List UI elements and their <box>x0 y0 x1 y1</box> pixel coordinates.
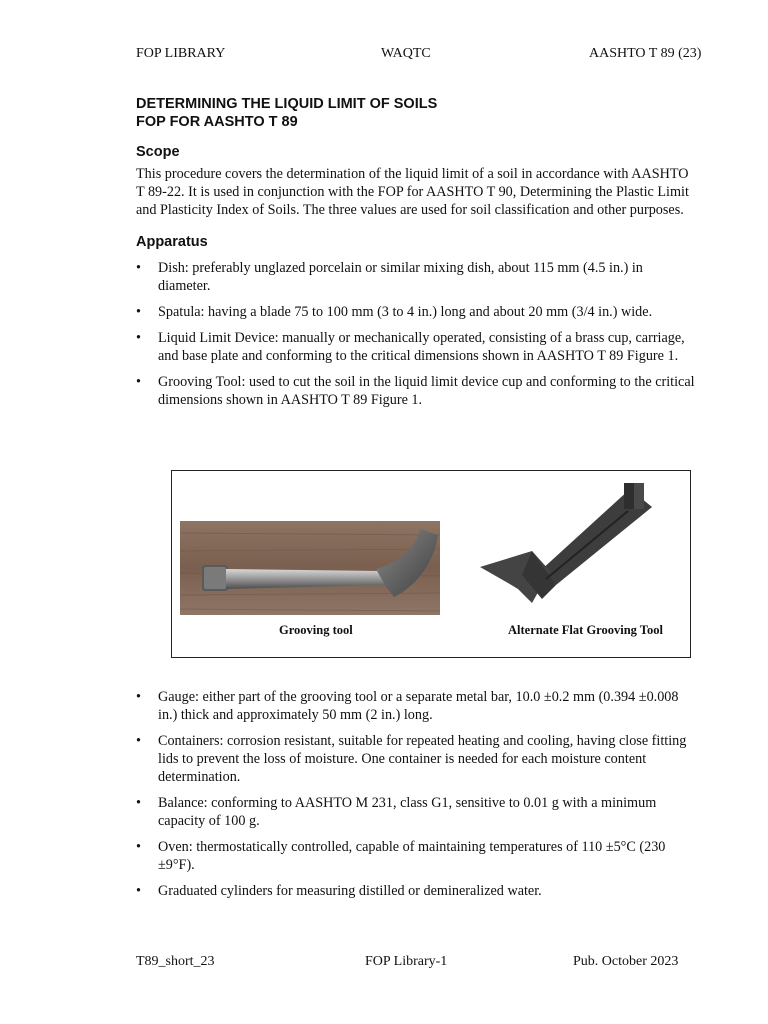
apparatus-list-lower <box>136 688 696 900</box>
list-item <box>136 329 696 365</box>
document-body <box>136 95 696 417</box>
apparatus-heading: Apparatus <box>136 234 208 250</box>
bullet: • <box>136 839 141 855</box>
list-item <box>136 259 696 295</box>
flat-grooving-tool-photo <box>470 475 680 617</box>
list-item-text: Spatula: having a blade 75 to 100 mm (3 to 4 in.) long and about 20 mm (3/4 in.) wide. <box>158 304 653 320</box>
bullet: • <box>136 733 141 749</box>
footer-file-id: T89_short_23 <box>136 954 215 969</box>
document-title <box>136 95 696 131</box>
apparatus-list-upper <box>136 259 696 409</box>
title-line-2: FOP FOR AASHTO T 89 <box>136 114 298 130</box>
list-item-text: Gauge: either part of the grooving tool or a separate metal bar, 10.0 ±0.2 mm (0.394 ±0.008 in.) thick and approximately 50 mm (2 in.) long. <box>158 689 679 723</box>
list-item-text: Balance: conforming to AASHTO M 231, class G1, sensitive to 0.01 g with a minimum capacity of 100 g. <box>158 795 657 829</box>
grooving-tool-image <box>180 521 440 615</box>
flat-grooving-tool-image <box>470 475 680 617</box>
apparatus-list-lower-wrapper <box>136 688 696 908</box>
list-item <box>136 732 696 786</box>
list-item-text: Graduated cylinders for measuring distilled or demineralized water. <box>158 883 542 899</box>
flat-grooving-tool-caption: Alternate Flat Grooving Tool <box>508 623 663 637</box>
bullet: • <box>136 795 141 811</box>
bullet: • <box>136 883 141 899</box>
scope-paragraph: This procedure covers the determination of the liquid limit of a soil in accordance with AASHTO T 89-22. It is used in conjunction with the FOP for AASHTO T 90, Determining the Plastic Limit and Plasticity Index of Soils. The three values are used for soil classification and other purposes. <box>136 166 689 218</box>
bullet: • <box>136 260 141 276</box>
footer-page-number: FOP Library-1 <box>365 954 448 969</box>
bullet: • <box>136 374 141 390</box>
list-item-text: Liquid Limit Device: manually or mechanically operated, consisting of a brass cup, carriage, and base plate and conforming to the critical dimensions shown in AASHTO T 89 Figure 1. <box>158 330 685 364</box>
grooving-tool-photo <box>180 521 440 615</box>
list-item-text: Containers: corrosion resistant, suitable for repeated heating and cooling, having close fitting lids to prevent the loss of moisture. One container is needed for each moisture content determination. <box>158 733 687 785</box>
list-item <box>136 794 696 830</box>
list-item <box>136 688 696 724</box>
list-item-text: Grooving Tool: used to cut the soil in the liquid limit device cup and conforming to the critical dimensions shown in AASHTO T 89 Figure 1. <box>158 374 695 408</box>
footer-publication-date: Pub. October 2023 <box>573 954 679 969</box>
scope-heading: Scope <box>136 144 180 160</box>
grooving-tools-figure <box>171 470 691 658</box>
bullet: • <box>136 304 141 320</box>
list-item <box>136 373 696 409</box>
grooving-tool-caption: Grooving tool <box>279 623 353 637</box>
list-item <box>136 303 696 321</box>
list-item-text: Oven: thermostatically controlled, capable of maintaining temperatures of 110 ±5°C (230 ±9°F). <box>158 839 666 873</box>
list-item <box>136 838 696 874</box>
title-line-1: DETERMINING THE LIQUID LIMIT OF SOILS <box>136 96 438 112</box>
bullet: • <box>136 689 141 705</box>
header-standard-id: AASHTO T 89 (23) <box>589 46 702 61</box>
header-library-label: FOP LIBRARY <box>136 46 226 61</box>
list-item-text: Dish: preferably unglazed porcelain or similar mixing dish, about 115 mm (4.5 in.) in diameter. <box>158 260 643 294</box>
list-item <box>136 882 696 900</box>
header-organization: WAQTC <box>381 46 431 61</box>
bullet: • <box>136 330 141 346</box>
